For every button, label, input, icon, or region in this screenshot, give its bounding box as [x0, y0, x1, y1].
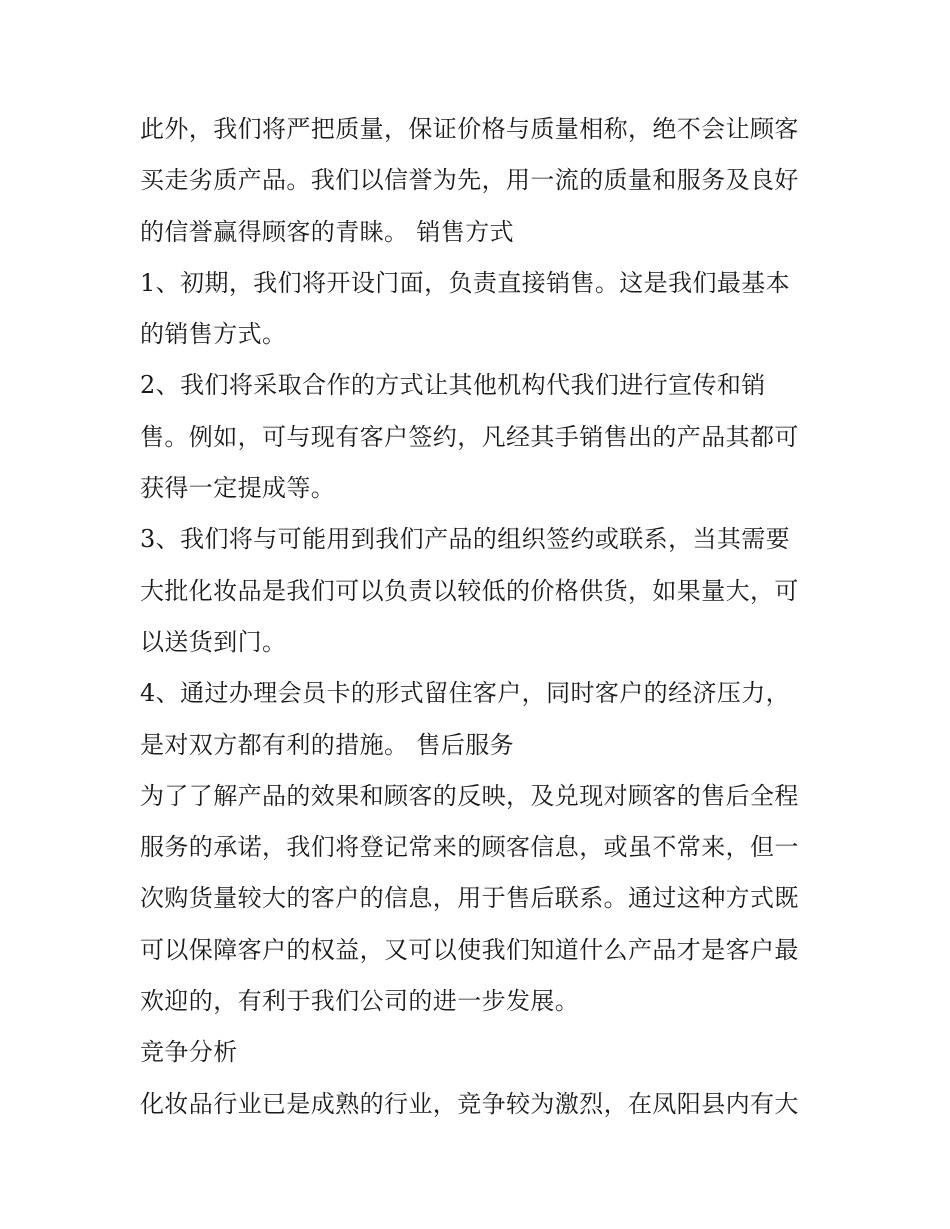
text-line: 化妆品行业已是成熟的行业，竞争较为激烈，在凤阳县内有大 — [140, 1089, 799, 1118]
text-line: 3、我们将与可能用到我们产品的组织签约或联系，当其需要 — [140, 525, 791, 554]
text-line: 是对双方都有利的措施。 售后服务 — [140, 730, 515, 759]
text-line: 2、我们将采取合作的方式让其他机构代我们进行宣传和销 — [140, 371, 766, 400]
text-line: 以送货到门。 — [140, 627, 287, 656]
text-line: 服务的承诺，我们将登记常来的顾客信息，或虽不常来，但一 — [140, 833, 799, 862]
text-line: 为了了解产品的效果和顾客的反映，及兑现对顾客的售后全程 — [140, 781, 799, 810]
text-line: 1、初期，我们将开设门面，负责直接销售。这是我们最基本 — [140, 268, 791, 297]
text-line: 欢迎的，有利于我们公司的进一步发展。 — [140, 987, 580, 1016]
text-line: 的信誉赢得顾客的青睐。 销售方式 — [140, 217, 515, 246]
text-line: 此外，我们将严把质量，保证价格与质量相称，绝不会让顾客 — [140, 115, 799, 143]
text-line: 的销售方式。 — [140, 320, 287, 349]
text-line: 获得一定提成等。 — [140, 474, 336, 503]
text-line: 可以保障客户的权益，又可以使我们知道什么产品才是客户最 — [140, 935, 799, 964]
text-line: 售。例如，可与现有客户签约，凡经其手销售出的产品其都可 — [140, 422, 799, 451]
text-line: 4、通过办理会员卡的形式留住客户，同时客户的经济压力， — [140, 679, 791, 708]
text-line: 买走劣质产品。我们以信誉为先，用一流的质量和服务及良好 — [140, 166, 799, 195]
text-line: 大批化妆品是我们可以负责以较低的价格供货，如果量大，可 — [140, 576, 799, 605]
document-body — [140, 104, 820, 1130]
section-heading: 竞争分析 — [140, 1038, 238, 1067]
text-line: 次购货量较大的客户的信息，用于售后联系。通过这种方式既 — [140, 884, 799, 913]
